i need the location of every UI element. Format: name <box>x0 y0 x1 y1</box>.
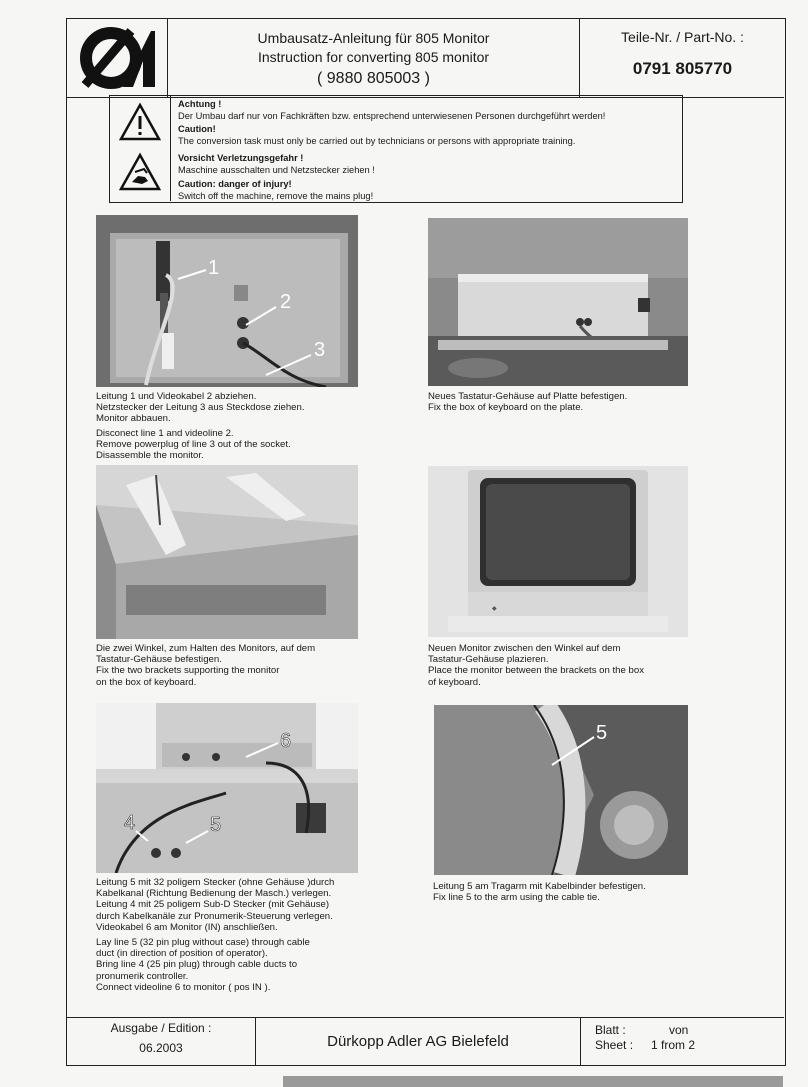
document-frame <box>66 18 786 1066</box>
sheet-box <box>580 1018 785 1065</box>
caption-step5-de-1: Leitung 5 mit 32 poligem Stecker (ohne Gehäuse )durch <box>96 877 335 888</box>
achtung-text: Der Umbau darf nur von Fachkräften bzw. entsprechend unterwiesenen Personen durchgeführt werden! <box>178 111 606 122</box>
title-german: Umbausatz-Anleitung für 805 Monitor <box>257 30 490 46</box>
caption-step5-en-5: Connect videoline 6 to monitor ( pos IN ). <box>96 981 271 993</box>
caption-step5 <box>96 877 406 993</box>
photo-step2-keyboard-box <box>428 218 688 386</box>
caption-step1-de-1: Leitung 1 und Videokabel 2 abziehen. <box>96 391 257 402</box>
von-label: von <box>669 1023 689 1037</box>
footer <box>67 1017 784 1065</box>
caution-heading: Caution! <box>178 123 216 134</box>
caption-step3 <box>96 643 396 688</box>
caption-step6 <box>433 881 733 903</box>
photo-step5-cables <box>96 703 358 873</box>
sheet-label: Sheet : <box>595 1038 634 1052</box>
part-number-label: Teile-Nr. / Part-No. : <box>621 29 744 45</box>
scan-edge-artifact <box>283 1076 783 1087</box>
caption-step2 <box>428 391 718 413</box>
safety-warning-box <box>109 95 683 203</box>
warning-icon-column <box>110 96 171 201</box>
caption-step5-en-3: Bring line 4 (25 pin plug) through cable ducts to <box>96 959 298 971</box>
photo-step6-cable-arm <box>434 705 688 875</box>
edition-value: 06.2003 <box>139 1041 183 1055</box>
caption-step3-de-2: Tastatur-Gehäuse befestigen. <box>96 654 222 666</box>
caution-text: The conversion task must only be carried out by technicians or persons with appropriate training. <box>178 135 576 146</box>
caption-step1-en-2: Remove powerplug of line 3 out of the socket. <box>96 438 291 450</box>
caption-step3-de-1: Die zwei Winkel, zum Halten des Monitors, auf dem <box>96 643 316 654</box>
achtung-heading: Achtung ! <box>178 99 222 109</box>
caption-step4 <box>428 643 728 688</box>
photo-step3-brackets <box>96 465 358 639</box>
title-english: Instruction for converting 805 monitor <box>257 49 490 65</box>
callout-5: 5 <box>210 814 222 836</box>
company-name: Dürkopp Adler AG Bielefeld <box>327 1033 509 1050</box>
svg-text:◆: ◆ <box>492 606 497 612</box>
company-logo <box>67 19 168 97</box>
caption-step1 <box>96 391 386 461</box>
caption-step3-en-2: on the box of keyboard. <box>96 676 197 688</box>
caption-step5-de-2: Kabelkanal (Richtung Bedienung der Masch.) verlegen. <box>96 888 332 900</box>
caption-step5-en-1: Lay line 5 (32 pin plug without case) through cable <box>96 937 310 949</box>
hand-injury-warning-icon <box>118 152 162 192</box>
danger-heading: Caution: danger of injury! <box>178 178 292 189</box>
caption-step1-en-3: Disassemble the monitor. <box>96 450 204 462</box>
callout-3: 3 <box>314 339 326 361</box>
caption-step5-de-4: durch Kabelkanäle zur Pronumerik-Steuerung verlegen. <box>96 910 333 922</box>
caption-step3-en-1: Fix the two brackets supporting the monitor <box>96 665 280 677</box>
order-number: ( 9880 805003 ) <box>317 70 430 87</box>
document-title <box>168 19 579 97</box>
header <box>67 19 784 98</box>
caption-step6-en-1: Fix line 5 to the arm using the cable tie. <box>433 892 600 904</box>
caption-step1-en-1: Disconect line 1 and videoline 2. <box>96 427 234 439</box>
edition-label: Ausgabe / Edition : <box>110 1021 212 1035</box>
caption-step2-en-1: Fix the box of keyboard on the plate. <box>428 402 584 414</box>
callout-1: 1 <box>208 257 220 279</box>
danger-text: Switch off the machine, remove the mains plug! <box>178 191 374 202</box>
warning-text <box>178 98 683 202</box>
vorsicht-text: Maschine ausschalten und Netzstecker ziehen ! <box>178 165 375 176</box>
caption-step4-de-1: Neuen Monitor zwischen den Winkel auf dem <box>428 643 621 654</box>
callout-5-arm: 5 <box>596 722 608 744</box>
photo-step1-monitor-rear <box>96 215 358 387</box>
caption-step4-de-2: Tastatur-Gehäuse plazieren. <box>428 654 549 666</box>
caption-step4-en-2: of keyboard. <box>428 676 481 688</box>
part-number-box <box>579 19 785 97</box>
caption-step1-de-3: Monitor abbauen. <box>96 413 171 425</box>
vorsicht-heading: Vorsicht Verletzungsgefahr ! <box>178 153 304 164</box>
caption-step5-en-4: pronumerik controller. <box>96 970 189 982</box>
warning-triangle-icon <box>118 102 162 142</box>
blatt-label: Blatt : <box>595 1023 626 1037</box>
caption-step2-de-1: Neues Tastatur-Gehäuse auf Platte befestigen. <box>428 391 628 402</box>
caption-step5-de-5: Videokabel 6 am Monitor (IN) anschließen. <box>96 921 278 933</box>
caption-step1-de-2: Netzstecker der Leitung 3 aus Steckdose ziehen. <box>96 402 305 414</box>
callout-2: 2 <box>280 291 292 313</box>
callout-6: 6 <box>280 730 292 752</box>
caption-step5-en-2: duct (in direction of position of operator). <box>96 948 268 960</box>
photo-step4-monitor <box>428 466 688 637</box>
caption-step5-de-3: Leitung 4 mit 25 poligem Sub-D Stecker (mit Gehäuse) <box>96 899 330 911</box>
part-number: 0791 805770 <box>632 59 733 78</box>
sheet-value: 1 from 2 <box>651 1038 696 1052</box>
callout-4: 4 <box>124 812 136 834</box>
edition-box <box>67 1018 256 1065</box>
caption-step6-de-1: Leitung 5 am Tragarm mit Kabelbinder befestigen. <box>433 881 646 892</box>
caption-step4-en-1: Place the monitor between the brackets on the box <box>428 665 644 677</box>
